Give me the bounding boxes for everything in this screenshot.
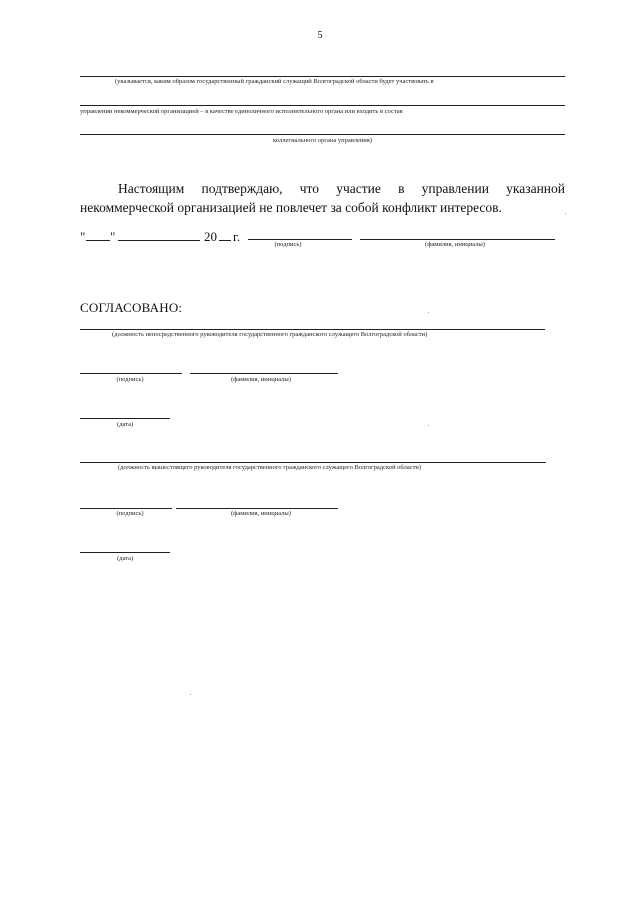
participation-caption-2: управлении некоммерческой организацией – в качестве единоличного исполнительного органа или входить в состав — [80, 108, 403, 115]
scan-speck — [190, 694, 191, 695]
higher-date-caption: (дата) — [117, 555, 134, 562]
name-caption: (фамилия, инициалы) — [425, 241, 485, 248]
direct-name-line — [190, 373, 338, 374]
direct-manager-caption: (должность непосредственного руководителя государственного гражданского служащего Волгоградской области) — [112, 331, 428, 338]
higher-manager-caption: (должность вышестоящего руководителя государственного гражданского служащего Волгоградской области) — [118, 464, 422, 471]
direct-name-caption: (фамилия, инициалы) — [231, 376, 291, 383]
confirmation-text: Настоящим подтверждаю, что участие в управлении указанной некоммерческой организацией не повлечет за собой конфликт интересов. — [80, 181, 565, 215]
participation-caption-1: (указывается, каким образом государственный гражданский служащий Волгоградской области будет участвовать в — [115, 78, 434, 85]
direct-date-line — [80, 418, 170, 419]
date-month-line — [118, 240, 200, 241]
date-day-line — [86, 240, 110, 241]
higher-signature-caption: (подпись) — [116, 510, 144, 517]
date-year-line — [219, 240, 231, 241]
higher-signature-line — [80, 508, 172, 509]
participation-caption-3: коллегиального органа управления) — [273, 137, 372, 144]
date-quote-close: " — [110, 229, 116, 244]
agreed-heading: СОГЛАСОВАНО: — [80, 300, 183, 315]
scan-speck — [565, 213, 566, 214]
signature-caption: (подпись) — [274, 241, 302, 248]
name-line — [360, 239, 555, 240]
scan-speck — [428, 425, 429, 426]
participation-line-3 — [80, 134, 565, 135]
participation-line-1 — [80, 76, 565, 77]
direct-signature-line — [80, 373, 182, 374]
direct-date-caption: (дата) — [117, 421, 134, 428]
date-year-prefix: 20 — [204, 229, 217, 244]
participation-line-2 — [80, 105, 565, 106]
direct-manager-line — [80, 329, 545, 330]
higher-date-line — [80, 552, 170, 553]
higher-name-caption: (фамилия, инициалы) — [231, 510, 291, 517]
scan-speck — [428, 312, 429, 313]
higher-name-line — [176, 508, 338, 509]
date-quote-open: " — [80, 229, 86, 244]
direct-signature-caption: (подпись) — [116, 376, 144, 383]
signature-line — [248, 239, 352, 240]
page-number: 5 — [317, 30, 323, 41]
higher-manager-line — [80, 462, 546, 463]
date-year-suffix: г. — [233, 229, 241, 244]
